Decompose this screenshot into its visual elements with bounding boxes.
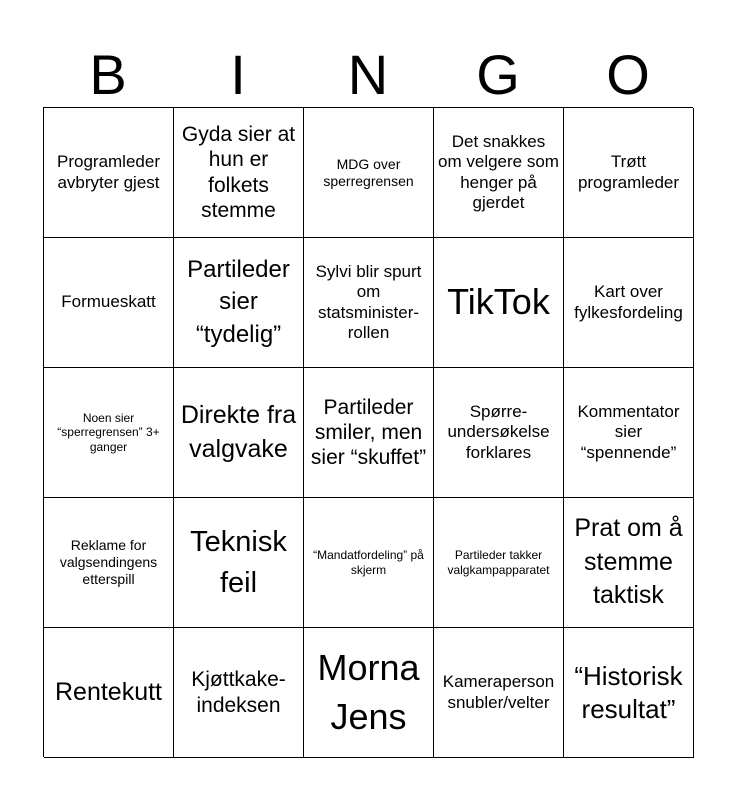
header-letter-o: O [606,43,650,106]
bingo-cell[interactable]: Kart over fylkesfordeling [564,238,694,368]
bingo-cell[interactable]: Partileder sier “tydelig” [174,238,304,368]
bingo-cell[interactable]: Prat om å stemme taktisk [564,498,694,628]
bingo-cell[interactable]: MDG over sperregrensen [304,108,434,238]
bingo-cell[interactable]: Programleder avbryter gjest [44,108,174,238]
header-letter-i: I [230,43,246,106]
bingo-cell[interactable]: Det snakkes om velgere som henger på gjerdet [434,108,564,238]
bingo-cell[interactable]: Rentekutt [44,628,174,758]
bingo-cell[interactable]: Kommentator sier “spennende” [564,368,694,498]
bingo-cell[interactable]: Reklame for valgsendingens etterspill [44,498,174,628]
bingo-cell[interactable]: “Mandatfordeling” på skjerm [304,498,434,628]
bingo-cell[interactable]: Kameraperson snubler/velter [434,628,564,758]
bingo-cell[interactable]: TikTok [434,238,564,368]
bingo-header [43,44,693,106]
header-letter-b: B [89,43,127,106]
bingo-cell[interactable]: Direkte fra valgvake [174,368,304,498]
bingo-cell[interactable]: Trøtt programleder [564,108,694,238]
bingo-cell[interactable]: Partileder takker valgkampapparatet [434,498,564,628]
bingo-cell[interactable]: Morna Jens [304,628,434,758]
bingo-cell[interactable]: Gyda sier at hun er folkets stemme [174,108,304,238]
bingo-cell[interactable]: Noen sier “sperregrensen” 3+ ganger [44,368,174,498]
bingo-cell[interactable]: Kjøttkake-indeksen [174,628,304,758]
header-letter-g: G [476,43,520,106]
bingo-cell[interactable]: Teknisk feil [174,498,304,628]
bingo-grid [43,107,693,757]
bingo-cell[interactable]: Sylvi blir spurt om statsminister-rollen [304,238,434,368]
bingo-cell[interactable]: Formueskatt [44,238,174,368]
bingo-cell[interactable]: Spørre-undersøkelse forklares [434,368,564,498]
header-letter-n: N [347,43,389,106]
bingo-cell[interactable]: Partileder smiler, men sier “skuffet” [304,368,434,498]
bingo-cell[interactable]: “Historisk resultat” [564,628,694,758]
